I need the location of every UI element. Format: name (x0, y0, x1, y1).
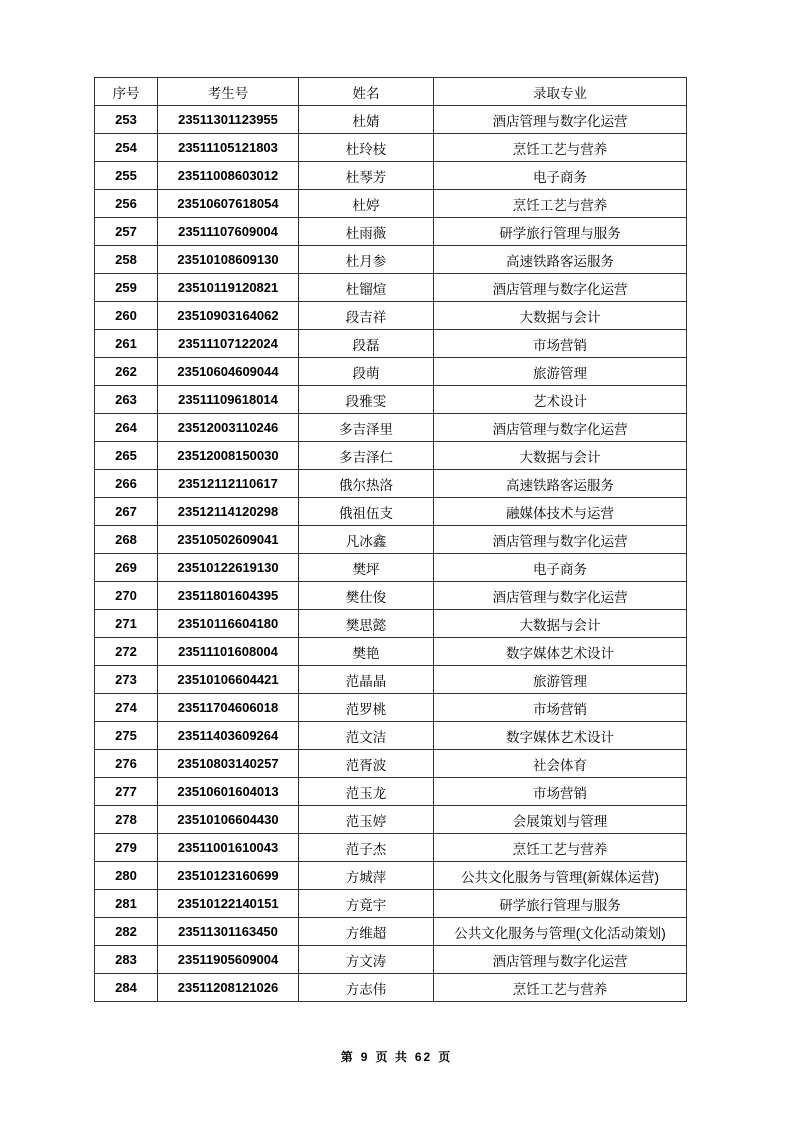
cell-name: 范罗桃 (299, 694, 434, 722)
cell-seq: 257 (95, 218, 158, 246)
table-row (95, 750, 687, 778)
cell-exam-id: 23511403609264 (158, 722, 299, 750)
cell-name: 方志伟 (299, 974, 434, 1002)
cell-name: 多吉泽里 (299, 414, 434, 442)
cell-exam-id: 23512114120298 (158, 498, 299, 526)
cell-seq: 281 (95, 890, 158, 918)
cell-major: 艺术设计 (434, 386, 687, 414)
cell-seq: 269 (95, 554, 158, 582)
cell-exam-id: 23510601604013 (158, 778, 299, 806)
table-row (95, 554, 687, 582)
cell-name: 杜玲枝 (299, 134, 434, 162)
cell-major: 市场营销 (434, 694, 687, 722)
table-row (95, 610, 687, 638)
cell-exam-id: 23510123160699 (158, 862, 299, 890)
cell-exam-id: 23512112110617 (158, 470, 299, 498)
cell-name: 多吉泽仁 (299, 442, 434, 470)
footer-total-pages: 62 (414, 1050, 433, 1064)
cell-name: 范玉龙 (299, 778, 434, 806)
cell-seq: 275 (95, 722, 158, 750)
cell-name: 段吉祥 (299, 302, 434, 330)
cell-seq: 265 (95, 442, 158, 470)
table-row (95, 358, 687, 386)
cell-seq: 273 (95, 666, 158, 694)
cell-seq: 256 (95, 190, 158, 218)
cell-name: 范玉婷 (299, 806, 434, 834)
cell-major: 酒店管理与数字化运营 (434, 526, 687, 554)
cell-exam-id: 23510116604180 (158, 610, 299, 638)
table-row (95, 694, 687, 722)
cell-major: 旅游管理 (434, 358, 687, 386)
cell-name: 俄祖伍支 (299, 498, 434, 526)
cell-seq: 258 (95, 246, 158, 274)
cell-exam-id: 23510108609130 (158, 246, 299, 274)
cell-major: 大数据与会计 (434, 610, 687, 638)
cell-name: 杜月参 (299, 246, 434, 274)
cell-major: 会展策划与管理 (434, 806, 687, 834)
table-row (95, 498, 687, 526)
cell-exam-id: 23511301163450 (158, 918, 299, 946)
cell-major: 烹饪工艺与营养 (434, 190, 687, 218)
cell-major: 市场营销 (434, 330, 687, 358)
cell-seq: 260 (95, 302, 158, 330)
table-row (95, 526, 687, 554)
cell-name: 方维超 (299, 918, 434, 946)
cell-name: 方城萍 (299, 862, 434, 890)
cell-exam-id: 23510119120821 (158, 274, 299, 302)
cell-seq: 277 (95, 778, 158, 806)
cell-major: 旅游管理 (434, 666, 687, 694)
table-row (95, 582, 687, 610)
cell-major: 酒店管理与数字化运营 (434, 946, 687, 974)
cell-major: 酒店管理与数字化运营 (434, 582, 687, 610)
cell-seq: 276 (95, 750, 158, 778)
cell-seq: 283 (95, 946, 158, 974)
table-row (95, 442, 687, 470)
cell-name: 樊坪 (299, 554, 434, 582)
cell-name: 樊仕俊 (299, 582, 434, 610)
cell-major: 大数据与会计 (434, 302, 687, 330)
cell-name: 范胥波 (299, 750, 434, 778)
cell-major: 数字媒体艺术设计 (434, 722, 687, 750)
footer-page-number: 9 (360, 1050, 370, 1064)
cell-seq: 255 (95, 162, 158, 190)
cell-seq: 284 (95, 974, 158, 1002)
cell-seq: 254 (95, 134, 158, 162)
cell-seq: 264 (95, 414, 158, 442)
cell-name: 范子杰 (299, 834, 434, 862)
table-row (95, 722, 687, 750)
cell-exam-id: 23512003110246 (158, 414, 299, 442)
cell-exam-id: 23510122140151 (158, 890, 299, 918)
cell-name: 凡冰鑫 (299, 526, 434, 554)
cell-name: 樊艳 (299, 638, 434, 666)
cell-exam-id: 23511107122024 (158, 330, 299, 358)
table-row (95, 218, 687, 246)
cell-name: 范晶晶 (299, 666, 434, 694)
cell-seq: 259 (95, 274, 158, 302)
cell-seq: 266 (95, 470, 158, 498)
table-row (95, 414, 687, 442)
cell-seq: 271 (95, 610, 158, 638)
page-footer (0, 1048, 793, 1065)
table-row (95, 246, 687, 274)
cell-major: 高速铁路客运服务 (434, 470, 687, 498)
cell-seq: 270 (95, 582, 158, 610)
cell-major: 公共文化服务与管理(新媒体运营) (434, 862, 687, 890)
cell-major: 大数据与会计 (434, 442, 687, 470)
cell-name: 樊思懿 (299, 610, 434, 638)
footer-prefix: 第 (340, 1050, 355, 1064)
cell-exam-id: 23511301123955 (158, 106, 299, 134)
table-row (95, 918, 687, 946)
cell-exam-id: 23511208121026 (158, 974, 299, 1002)
cell-major: 酒店管理与数字化运营 (434, 274, 687, 302)
cell-name: 杜婷 (299, 190, 434, 218)
cell-exam-id: 23512008150030 (158, 442, 299, 470)
table-row (95, 666, 687, 694)
cell-major: 酒店管理与数字化运营 (434, 106, 687, 134)
cell-exam-id: 23511101608004 (158, 638, 299, 666)
cell-major: 研学旅行管理与服务 (434, 890, 687, 918)
cell-name: 方文涛 (299, 946, 434, 974)
table-row (95, 638, 687, 666)
cell-exam-id: 23511704606018 (158, 694, 299, 722)
table-row (95, 330, 687, 358)
cell-name: 杜琴芳 (299, 162, 434, 190)
cell-major: 融媒体技术与运营 (434, 498, 687, 526)
cell-major: 烹饪工艺与营养 (434, 834, 687, 862)
table-row (95, 778, 687, 806)
cell-seq: 278 (95, 806, 158, 834)
table-row (95, 190, 687, 218)
header-exam-id: 考生号 (158, 78, 299, 106)
cell-seq: 253 (95, 106, 158, 134)
header-major: 录取专业 (434, 78, 687, 106)
cell-exam-id: 23511001610043 (158, 834, 299, 862)
cell-name: 杜婧 (299, 106, 434, 134)
cell-exam-id: 23511008603012 (158, 162, 299, 190)
cell-seq: 268 (95, 526, 158, 554)
cell-exam-id: 23510502609041 (158, 526, 299, 554)
table-row (95, 946, 687, 974)
cell-name: 杜镏煊 (299, 274, 434, 302)
footer-suffix: 页 (438, 1050, 453, 1064)
table-row (95, 834, 687, 862)
cell-major: 酒店管理与数字化运营 (434, 414, 687, 442)
cell-exam-id: 23510903164062 (158, 302, 299, 330)
table-row (95, 806, 687, 834)
cell-exam-id: 23511105121803 (158, 134, 299, 162)
cell-major: 公共文化服务与管理(文化活动策划) (434, 918, 687, 946)
cell-major: 烹饪工艺与营养 (434, 134, 687, 162)
cell-exam-id: 23511801604395 (158, 582, 299, 610)
cell-name: 方竟宇 (299, 890, 434, 918)
cell-major: 社会体育 (434, 750, 687, 778)
table-row (95, 386, 687, 414)
cell-exam-id: 23510604609044 (158, 358, 299, 386)
cell-seq: 262 (95, 358, 158, 386)
cell-major: 烹饪工艺与营养 (434, 974, 687, 1002)
cell-major: 电子商务 (434, 162, 687, 190)
cell-name: 范文洁 (299, 722, 434, 750)
table-row (95, 470, 687, 498)
cell-exam-id: 23510106604430 (158, 806, 299, 834)
cell-seq: 282 (95, 918, 158, 946)
cell-name: 段萌 (299, 358, 434, 386)
cell-major: 市场营销 (434, 778, 687, 806)
cell-seq: 267 (95, 498, 158, 526)
cell-major: 高速铁路客运服务 (434, 246, 687, 274)
cell-major: 数字媒体艺术设计 (434, 638, 687, 666)
cell-exam-id: 23510122619130 (158, 554, 299, 582)
cell-seq: 261 (95, 330, 158, 358)
cell-exam-id: 23511109618014 (158, 386, 299, 414)
cell-seq: 272 (95, 638, 158, 666)
table-row (95, 106, 687, 134)
cell-name: 俄尔热洛 (299, 470, 434, 498)
cell-seq: 263 (95, 386, 158, 414)
cell-exam-id: 23510607618054 (158, 190, 299, 218)
admission-table (94, 77, 687, 1002)
cell-exam-id: 23510803140257 (158, 750, 299, 778)
table-row (95, 890, 687, 918)
header-name: 姓名 (299, 78, 434, 106)
table-header-row (95, 78, 687, 106)
cell-exam-id: 23511905609004 (158, 946, 299, 974)
cell-seq: 274 (95, 694, 158, 722)
table-row (95, 134, 687, 162)
cell-name: 杜雨薇 (299, 218, 434, 246)
table-row (95, 274, 687, 302)
footer-middle: 页 共 (375, 1050, 409, 1064)
cell-name: 段雅雯 (299, 386, 434, 414)
cell-exam-id: 23510106604421 (158, 666, 299, 694)
header-seq: 序号 (95, 78, 158, 106)
cell-name: 段磊 (299, 330, 434, 358)
table-row (95, 974, 687, 1002)
table-row (95, 162, 687, 190)
cell-major: 电子商务 (434, 554, 687, 582)
cell-seq: 279 (95, 834, 158, 862)
cell-seq: 280 (95, 862, 158, 890)
table-row (95, 862, 687, 890)
table-row (95, 302, 687, 330)
cell-exam-id: 23511107609004 (158, 218, 299, 246)
cell-major: 研学旅行管理与服务 (434, 218, 687, 246)
